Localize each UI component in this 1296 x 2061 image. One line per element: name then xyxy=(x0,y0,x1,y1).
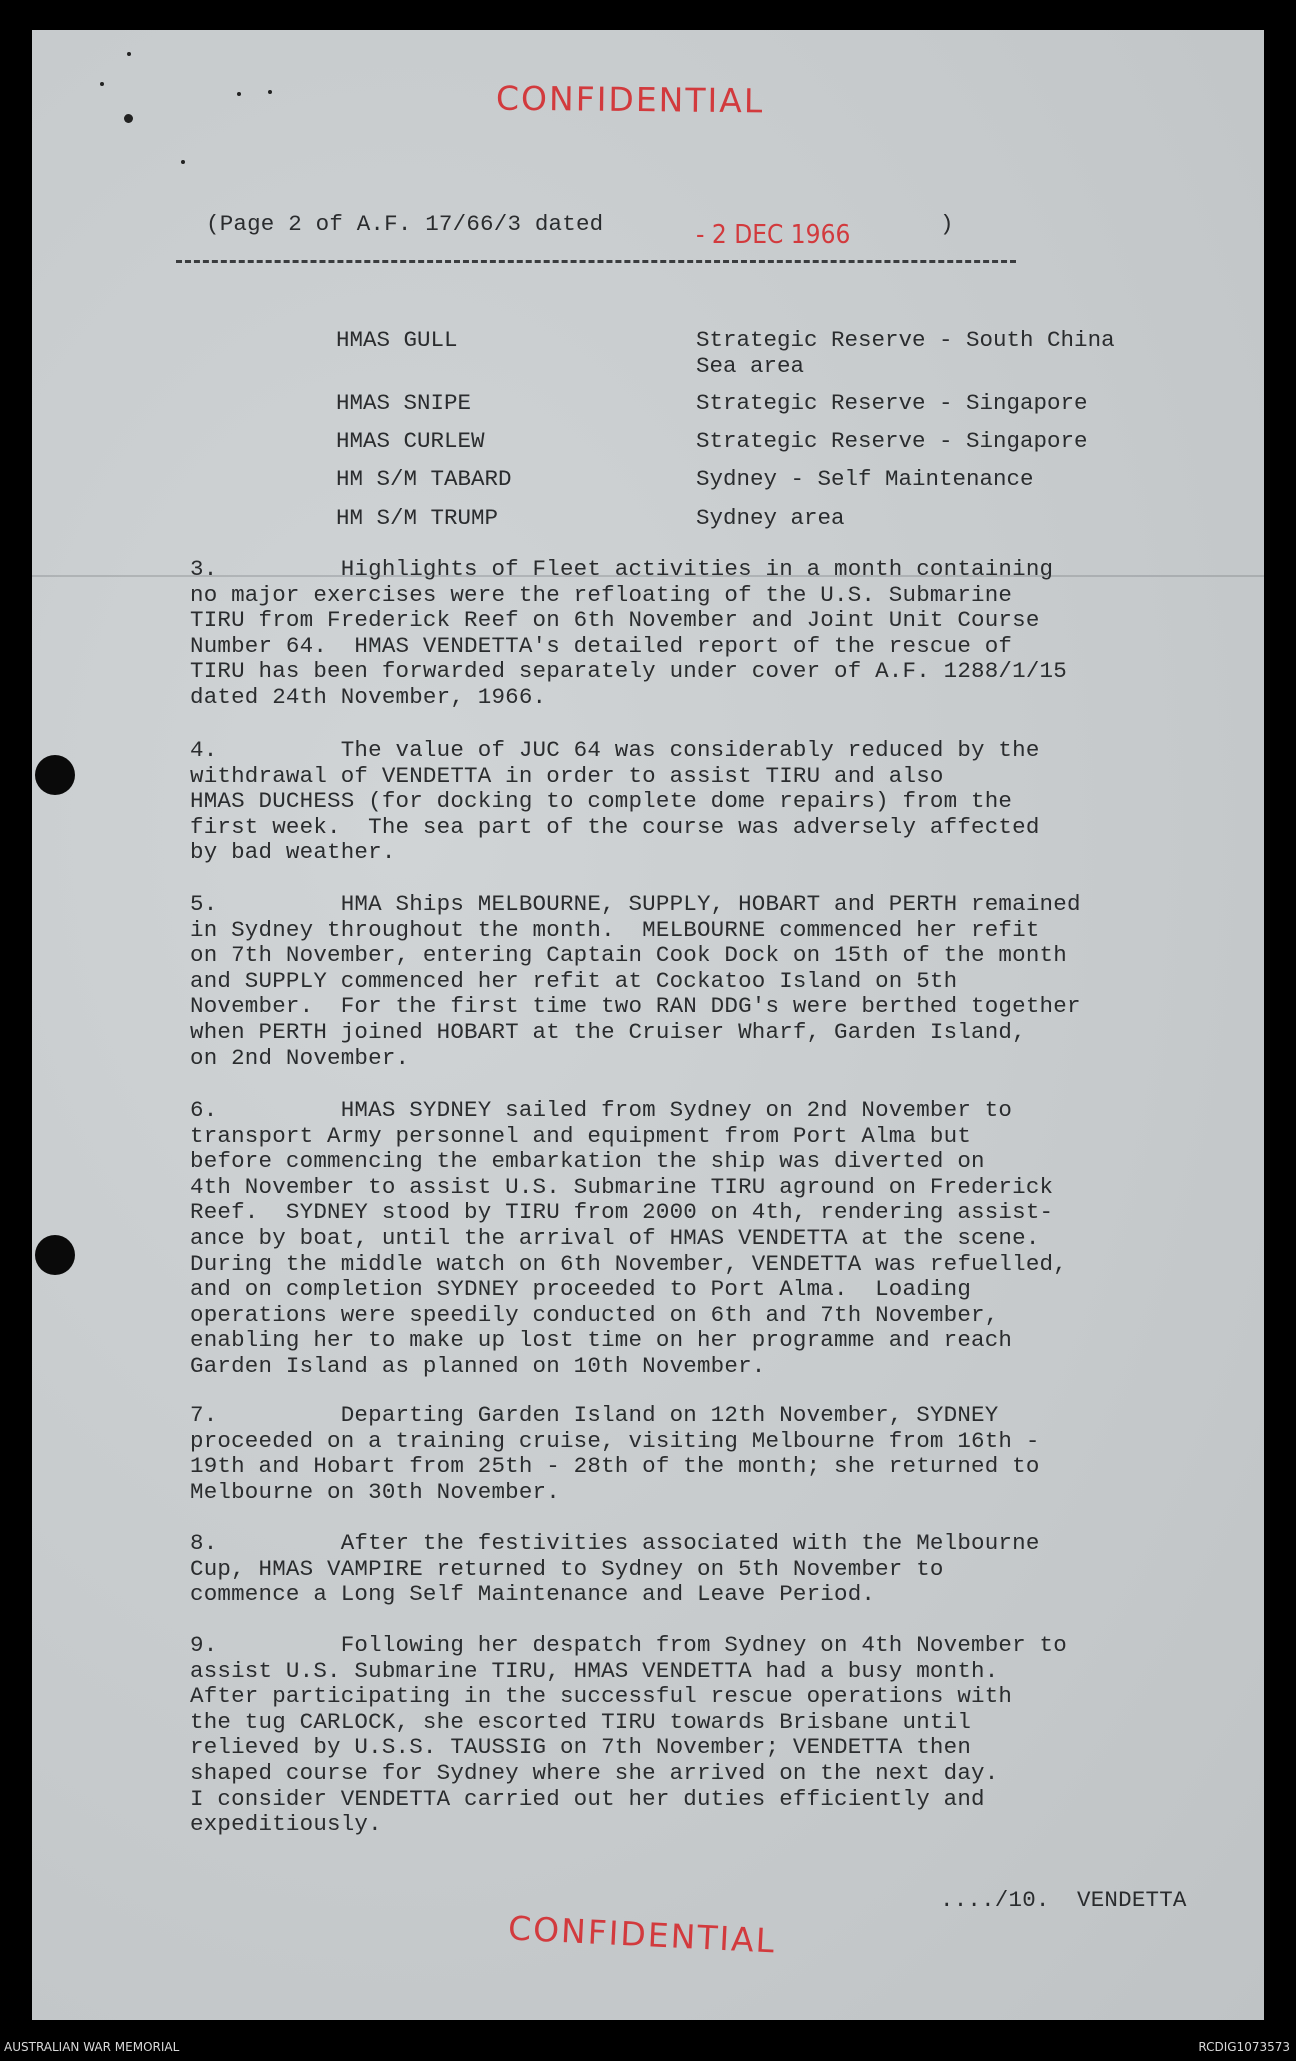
ship-name: HMAS SNIPE xyxy=(336,390,472,416)
paragraph-text: 4. The value of JUC 64 was considerably reduced by the withdrawal of VENDETTA in order to assist TIRU and also HMAS DUCHESS (for docking to complete dome repairs) from the first week. The sea part of the course was adversely affected by bad weather. xyxy=(190,737,1040,866)
paper-speck xyxy=(127,52,131,56)
confidential-stamp-bottom: CONFIDENTIAL xyxy=(507,1908,778,1961)
ship-name: HMAS CURLEW xyxy=(336,428,485,454)
footer-record-id: RCDIG1073573 xyxy=(1198,2040,1290,2054)
paragraph-text: 9. Following her despatch from Sydney on 4th November to assist U.S. Submarine TIRU, HMAS VENDETTA had a busy month. After participating in the successful rescue operations with the tug CARLOCK, she escorted TIRU towards Brisbane until relieved by U.S.S. TAUSSIG on 7th November; VENDETTA then shaped course for Sydney where she arrived on the next day. I consider VENDETTA carried out her duties efficiently and expeditiously. xyxy=(190,1632,1067,1838)
paragraph-text: 7. Departing Garden Island on 12th November, SYDNEY proceeded on a training cruise, visiting Melbourne from 16th - 19th and Hobart from 25th - 28th of the month; she returned to Melbourne on 30th November. xyxy=(190,1402,1040,1505)
ship-location: Strategic Reserve - Singapore xyxy=(696,428,1088,454)
page-reference: (Page 2 of A.F. 17/66/3 dated xyxy=(206,211,604,237)
paper-speck xyxy=(100,82,104,86)
ship-location: Sydney - Self Maintenance xyxy=(696,466,1034,492)
paragraph-5 xyxy=(190,892,1230,1071)
paragraph-9 xyxy=(190,1633,1230,1838)
paragraph-text: 5. HMA Ships MELBOURNE, SUPPLY, HOBART and PERTH remained in Sydney throughout the month. MELBOURNE commenced her refit on 7th November, entering Captain Cook Dock on 15th of the month and SUPPLY commenced her refit at Cockatoo Island on 5th November. For the first time two RAN DDG's were berthed together when PERTH joined HOBART at the Cruiser Wharf, Garden Island, on 2nd November. xyxy=(190,891,1081,1071)
ship-name: HM S/M TRUMP xyxy=(336,505,499,531)
confidential-stamp-top: CONFIDENTIAL xyxy=(495,78,765,121)
paper-speck xyxy=(181,160,185,164)
continuation-reference: ..../10. VENDETTA xyxy=(940,1887,1187,1913)
ship-location: Sydney area xyxy=(696,505,845,531)
paper-speck xyxy=(124,114,133,123)
paragraph-6 xyxy=(190,1098,1230,1380)
ship-location: Strategic Reserve - South China Sea area xyxy=(696,327,1115,379)
paragraph-4 xyxy=(190,738,1230,866)
page-reference-close: ) xyxy=(940,211,954,237)
paragraph-text: 8. After the festivities associated with the Melbourne Cup, HMAS VAMPIRE returned to Sydney on 5th November to commence a Long Self Maintenance and Leave Period. xyxy=(190,1530,1040,1608)
paragraph-text: 3. Highlights of Fleet activities in a month containing no major exercises were the refloating of the U.S. Submarine TIRU from Frederick Reef on 6th November and Joint Unit Course Number 64. HMAS VENDETTA's detailed report of the rescue of TIRU has been forwarded separately under cover of A.F. 1288/1/15 dated 24th November, 1966. xyxy=(190,556,1067,710)
ship-name: HM S/M TABARD xyxy=(336,466,512,492)
ship-location: Strategic Reserve - Singapore xyxy=(696,390,1088,416)
archive-footer xyxy=(0,2030,1296,2061)
ship-name: HMAS GULL xyxy=(336,327,458,353)
paragraph-7 xyxy=(190,1403,1230,1505)
document-page xyxy=(32,30,1264,2020)
paragraph-8 xyxy=(190,1531,1230,1608)
paper-speck xyxy=(268,90,272,94)
dashed-rule xyxy=(176,260,1016,263)
footer-institution: AUSTRALIAN WAR MEMORIAL xyxy=(4,2040,180,2054)
date-stamp: - 2 DEC 1966 xyxy=(696,220,851,250)
paragraph-text: 6. HMAS SYDNEY sailed from Sydney on 2nd November to transport Army personnel and equipment from Port Alma but before commencing the embarkation the ship was diverted on 4th November to assist U.S. Submarine TIRU aground on Frederick Reef. SYDNEY stood by TIRU from 2000 on 4th, rendering assist- ance by boat, until the arrival of HMAS VENDETTA at the scene. During the middle watch on 6th November, VENDETTA was refuelled, and on completion SYDNEY proceeded to Port Alma. Loading operations were speedily conducted on 6th and 7th November, enabling her to make up lost time on her programme and reach Garden Island as planned on 10th November. xyxy=(190,1097,1067,1379)
paper-speck xyxy=(237,92,241,96)
punch-hole xyxy=(35,755,75,795)
paragraph-3 xyxy=(190,557,1230,711)
punch-hole xyxy=(35,1235,75,1275)
